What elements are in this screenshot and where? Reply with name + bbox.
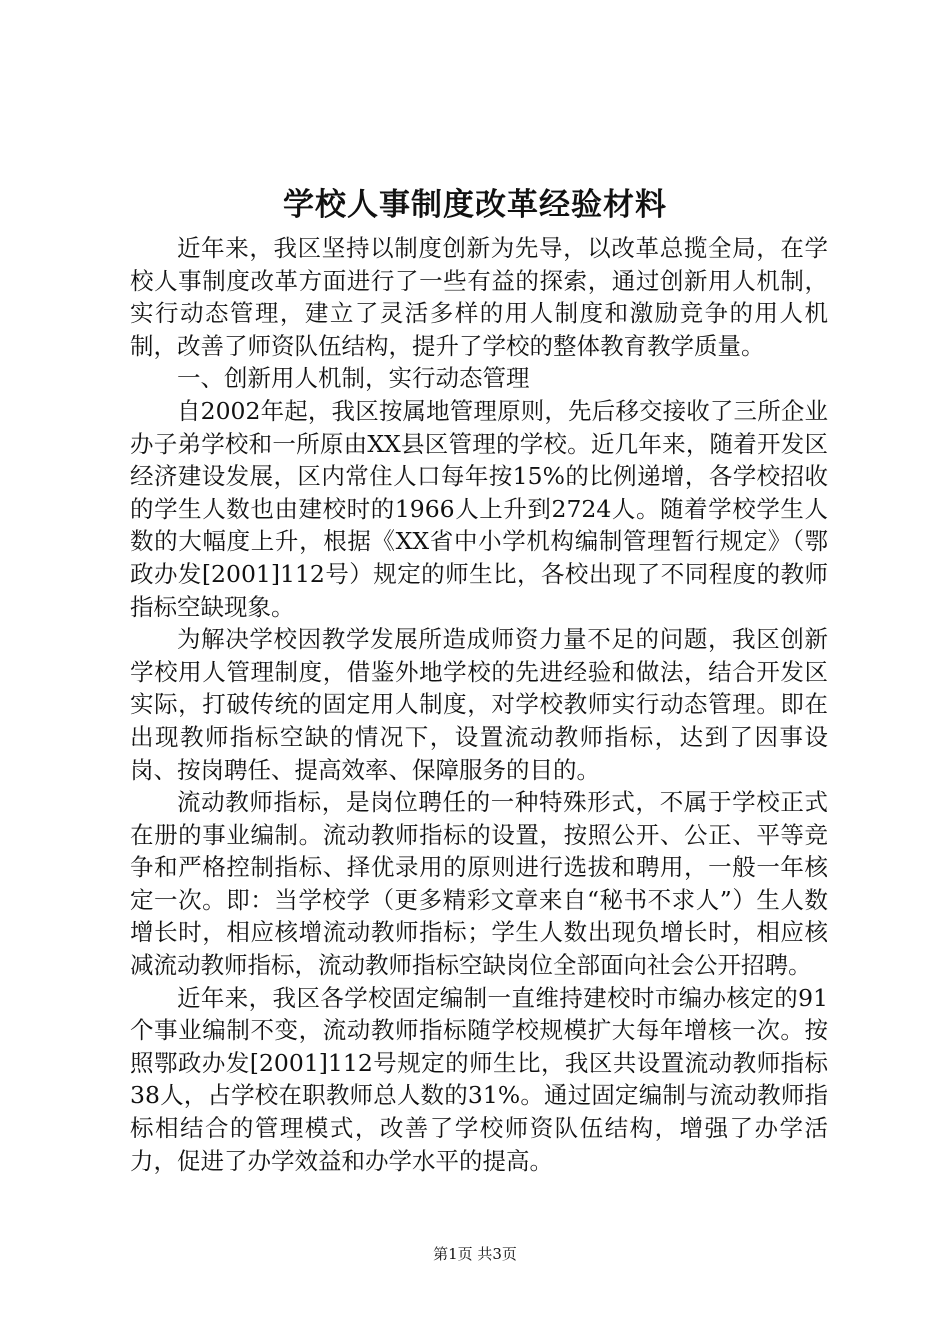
section-heading-1: 一、创新用人机制，实行动态管理	[177, 364, 530, 393]
paragraph-solution: 为解决学校因教学发展所造成师资力量不足的问题，我区创新学校用人管理制度，借鉴外地学校的先进经验和做法，结合开发区实际，打破传统的固定用人制度，对学校教师实行动态管理。即在出现教师指标空缺的情况下，设置流动教师指标，达到了因事设岗、按岗聘任、提高效率、保障服务的目的。	[130, 625, 828, 784]
paragraph-background: 自2002年起，我区按属地管理原则，先后移交接收了三所企业办子弟学校和一所原由XX县区管理的学校。近几年来，随着开发区经济建设发展，区内常住人口每年按15%的比例递增，各学校招收的学生人数也由建校时的1966人上升到2724人。随着学校学生人数的大幅度上升，根据《XX省中小学机构编制管理暂行规定》（鄂政办发[2001]112号）规定的师生比，各校出现了不同程度的教师指标空缺现象。	[130, 396, 828, 621]
paragraph-results: 近年来，我区各学校固定编制一直维持建校时市编办核定的91个事业编制不变，流动教师指标随学校规模扩大每年增核一次。按照鄂政办发[2001]112号规定的师生比，我区共设置流动教师指标38人，占学校在职教师总人数的31%。通过固定编制与流动教师指标相结合的管理模式，改善了学校师资队伍结构，增强了办学活力，促进了办学效益和办学水平的提高。	[130, 983, 828, 1175]
paragraph-intro: 近年来，我区坚持以制度创新为先导，以改革总揽全局，在学校人事制度改革方面进行了一些有益的探索，通过创新用人机制，实行动态管理，建立了灵活多样的用人制度和激励竞争的用人机制，改善了师资队伍结构，提升了学校的整体教育教学质量。	[130, 234, 828, 360]
paragraph-definition: 流动教师指标，是岗位聘任的一种特殊形式，不属于学校正式在册的事业编制。流动教师指标的设置，按照公开、公正、平等竞争和严格控制指标、择优录用的原则进行选拔和聘用，一般一年核定一次。即：当学校学（更多精彩文章来自“秘书不求人”）生人数增长时，相应核增流动教师指标；学生人数出现负增长时，相应核减流动教师指标，流动教师指标空缺岗位全部面向社会公开招聘。	[130, 788, 828, 980]
page-number-footer: 第1页 共3页	[433, 1245, 517, 1263]
document-title: 学校人事制度改革经验材料	[283, 187, 667, 223]
document-body	[130, 232, 828, 1177]
